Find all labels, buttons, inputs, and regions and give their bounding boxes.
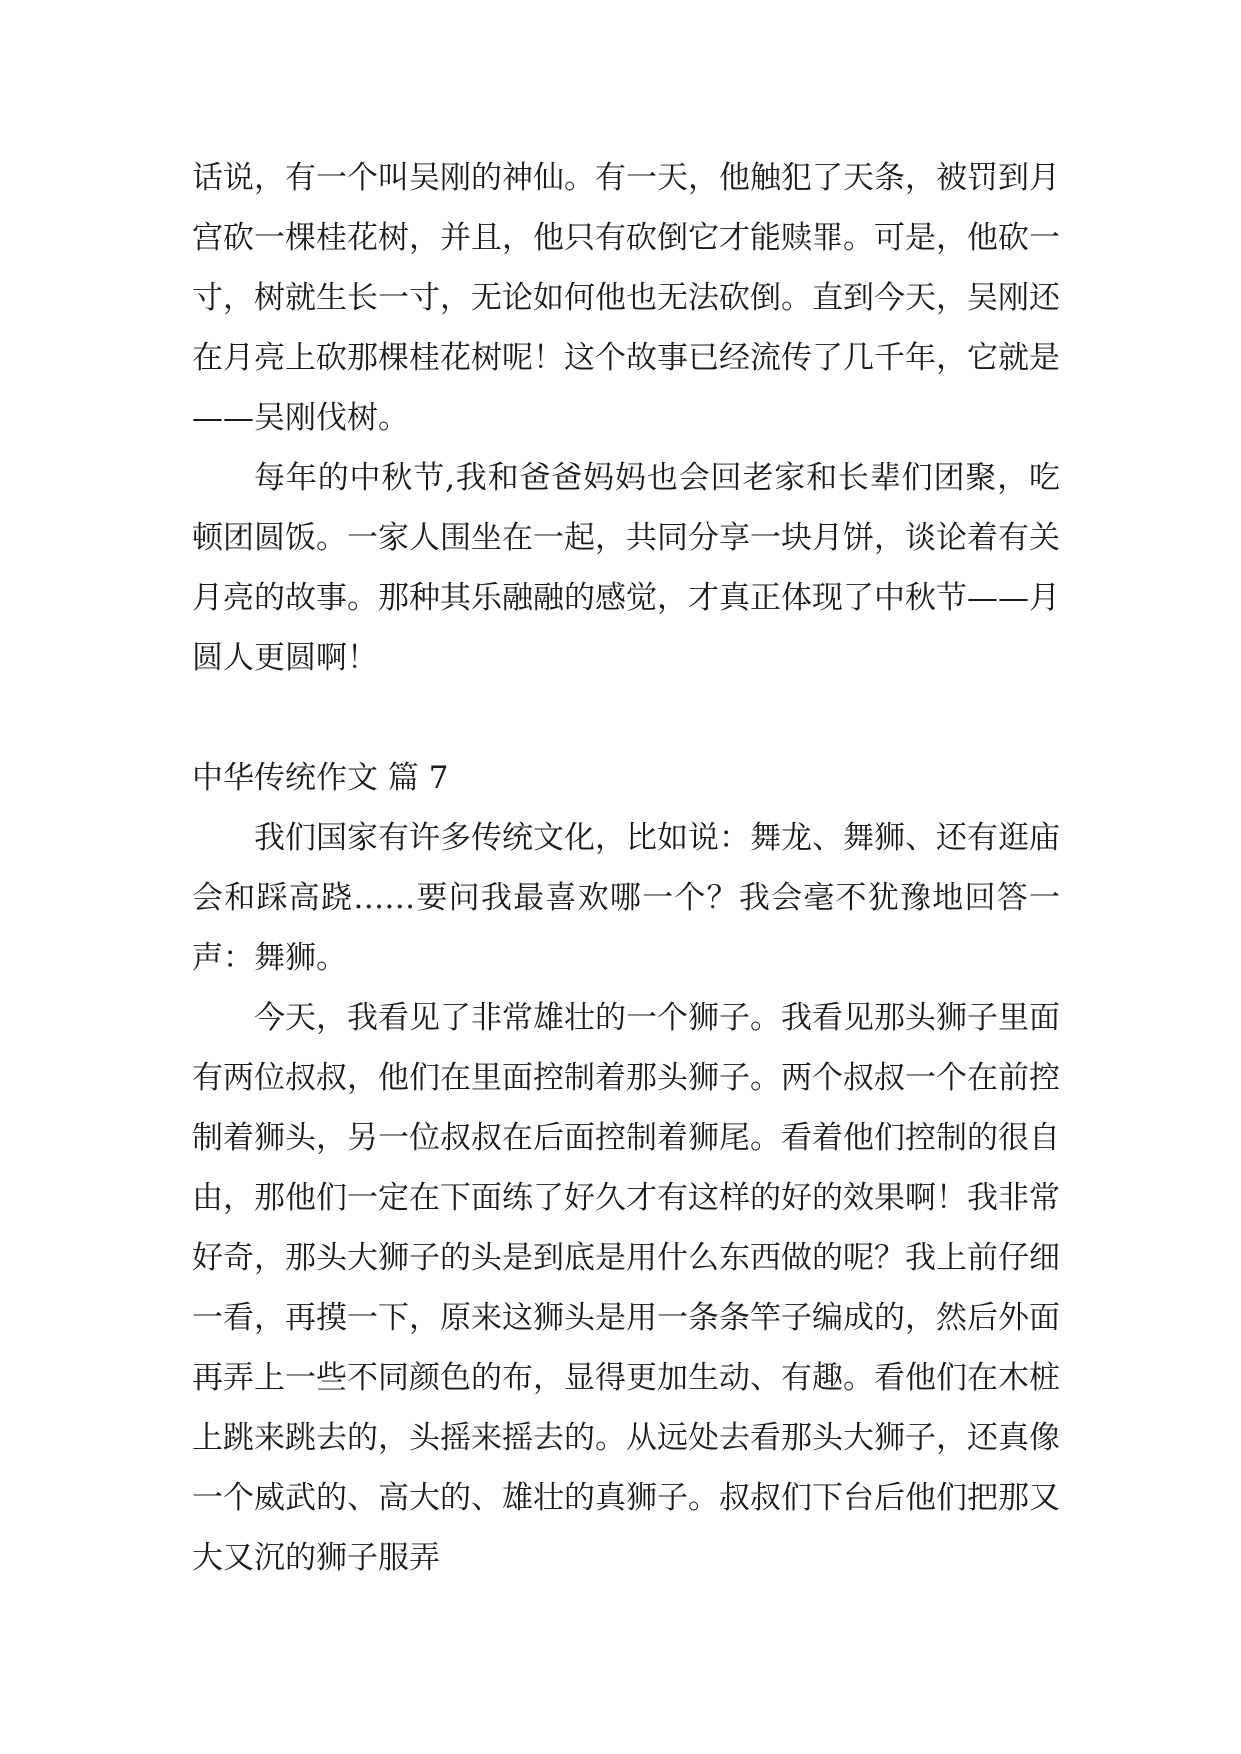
paragraph-traditional-culture: 我们国家有许多传统文化，比如说：舞龙、舞狮、还有逛庙会和踩高跷……要问我最喜欢哪一个？我会毫不犹豫地回答一声：舞狮。 <box>192 820 1060 976</box>
paragraph-lion-dance: 今天，我看见了非常雄壮的一个狮子。我看见那头狮子里面有两位叔叔，他们在里面控制着那头狮子。两个叔叔一个在前控制着狮头，另一位叔叔在后面控制着狮尾。看着他们控制的很自由，那他们一定在下面练了好久才有这样的好的效果啊！我非常好奇，那头大狮子的头是到底是用什么东西做的呢？我上前仔细一看，再摸一下，原来这狮头是用一条条竿子编成的，然后外面再弄上一些不同颜色的布，显得更加生动、有趣。看他们在木桩上跳来跳去的，头摇来摇去的。从远处去看那头大狮子，还真像一个威武的、高大的、雄壮的真狮子。叔叔们下台后他们把那又大又沉的狮子服弄 <box>192 1000 1060 1576</box>
section-moon-festival <box>192 148 1060 688</box>
paragraph-mid-autumn-reunion: 每年的中秋节,我和爸爸妈妈也会回老家和长辈们团聚，吃顿团圆饭。一家人围坐在一起，共同分享一块月饼，谈论着有关月亮的故事。那种其乐融融的感觉，才真正体现了中秋节——月圆人更圆啊！ <box>192 460 1060 676</box>
essay-heading: 中华传统作文 篇 7 <box>192 760 449 796</box>
paragraph-wu-gang-story: 话说，有一个叫吴刚的神仙。有一天，他触犯了天条，被罚到月宫砍一棵桂花树，并且，他只有砍倒它才能赎罪。可是，他砍一寸，树就生长一寸，无论如何他也无法砍倒。直到今天，吴刚还在月亮上砍那棵桂花树呢！这个故事已经流传了几千年，它就是——吴刚伐树。 <box>192 160 1060 436</box>
section-essay-7 <box>192 748 1060 1588</box>
